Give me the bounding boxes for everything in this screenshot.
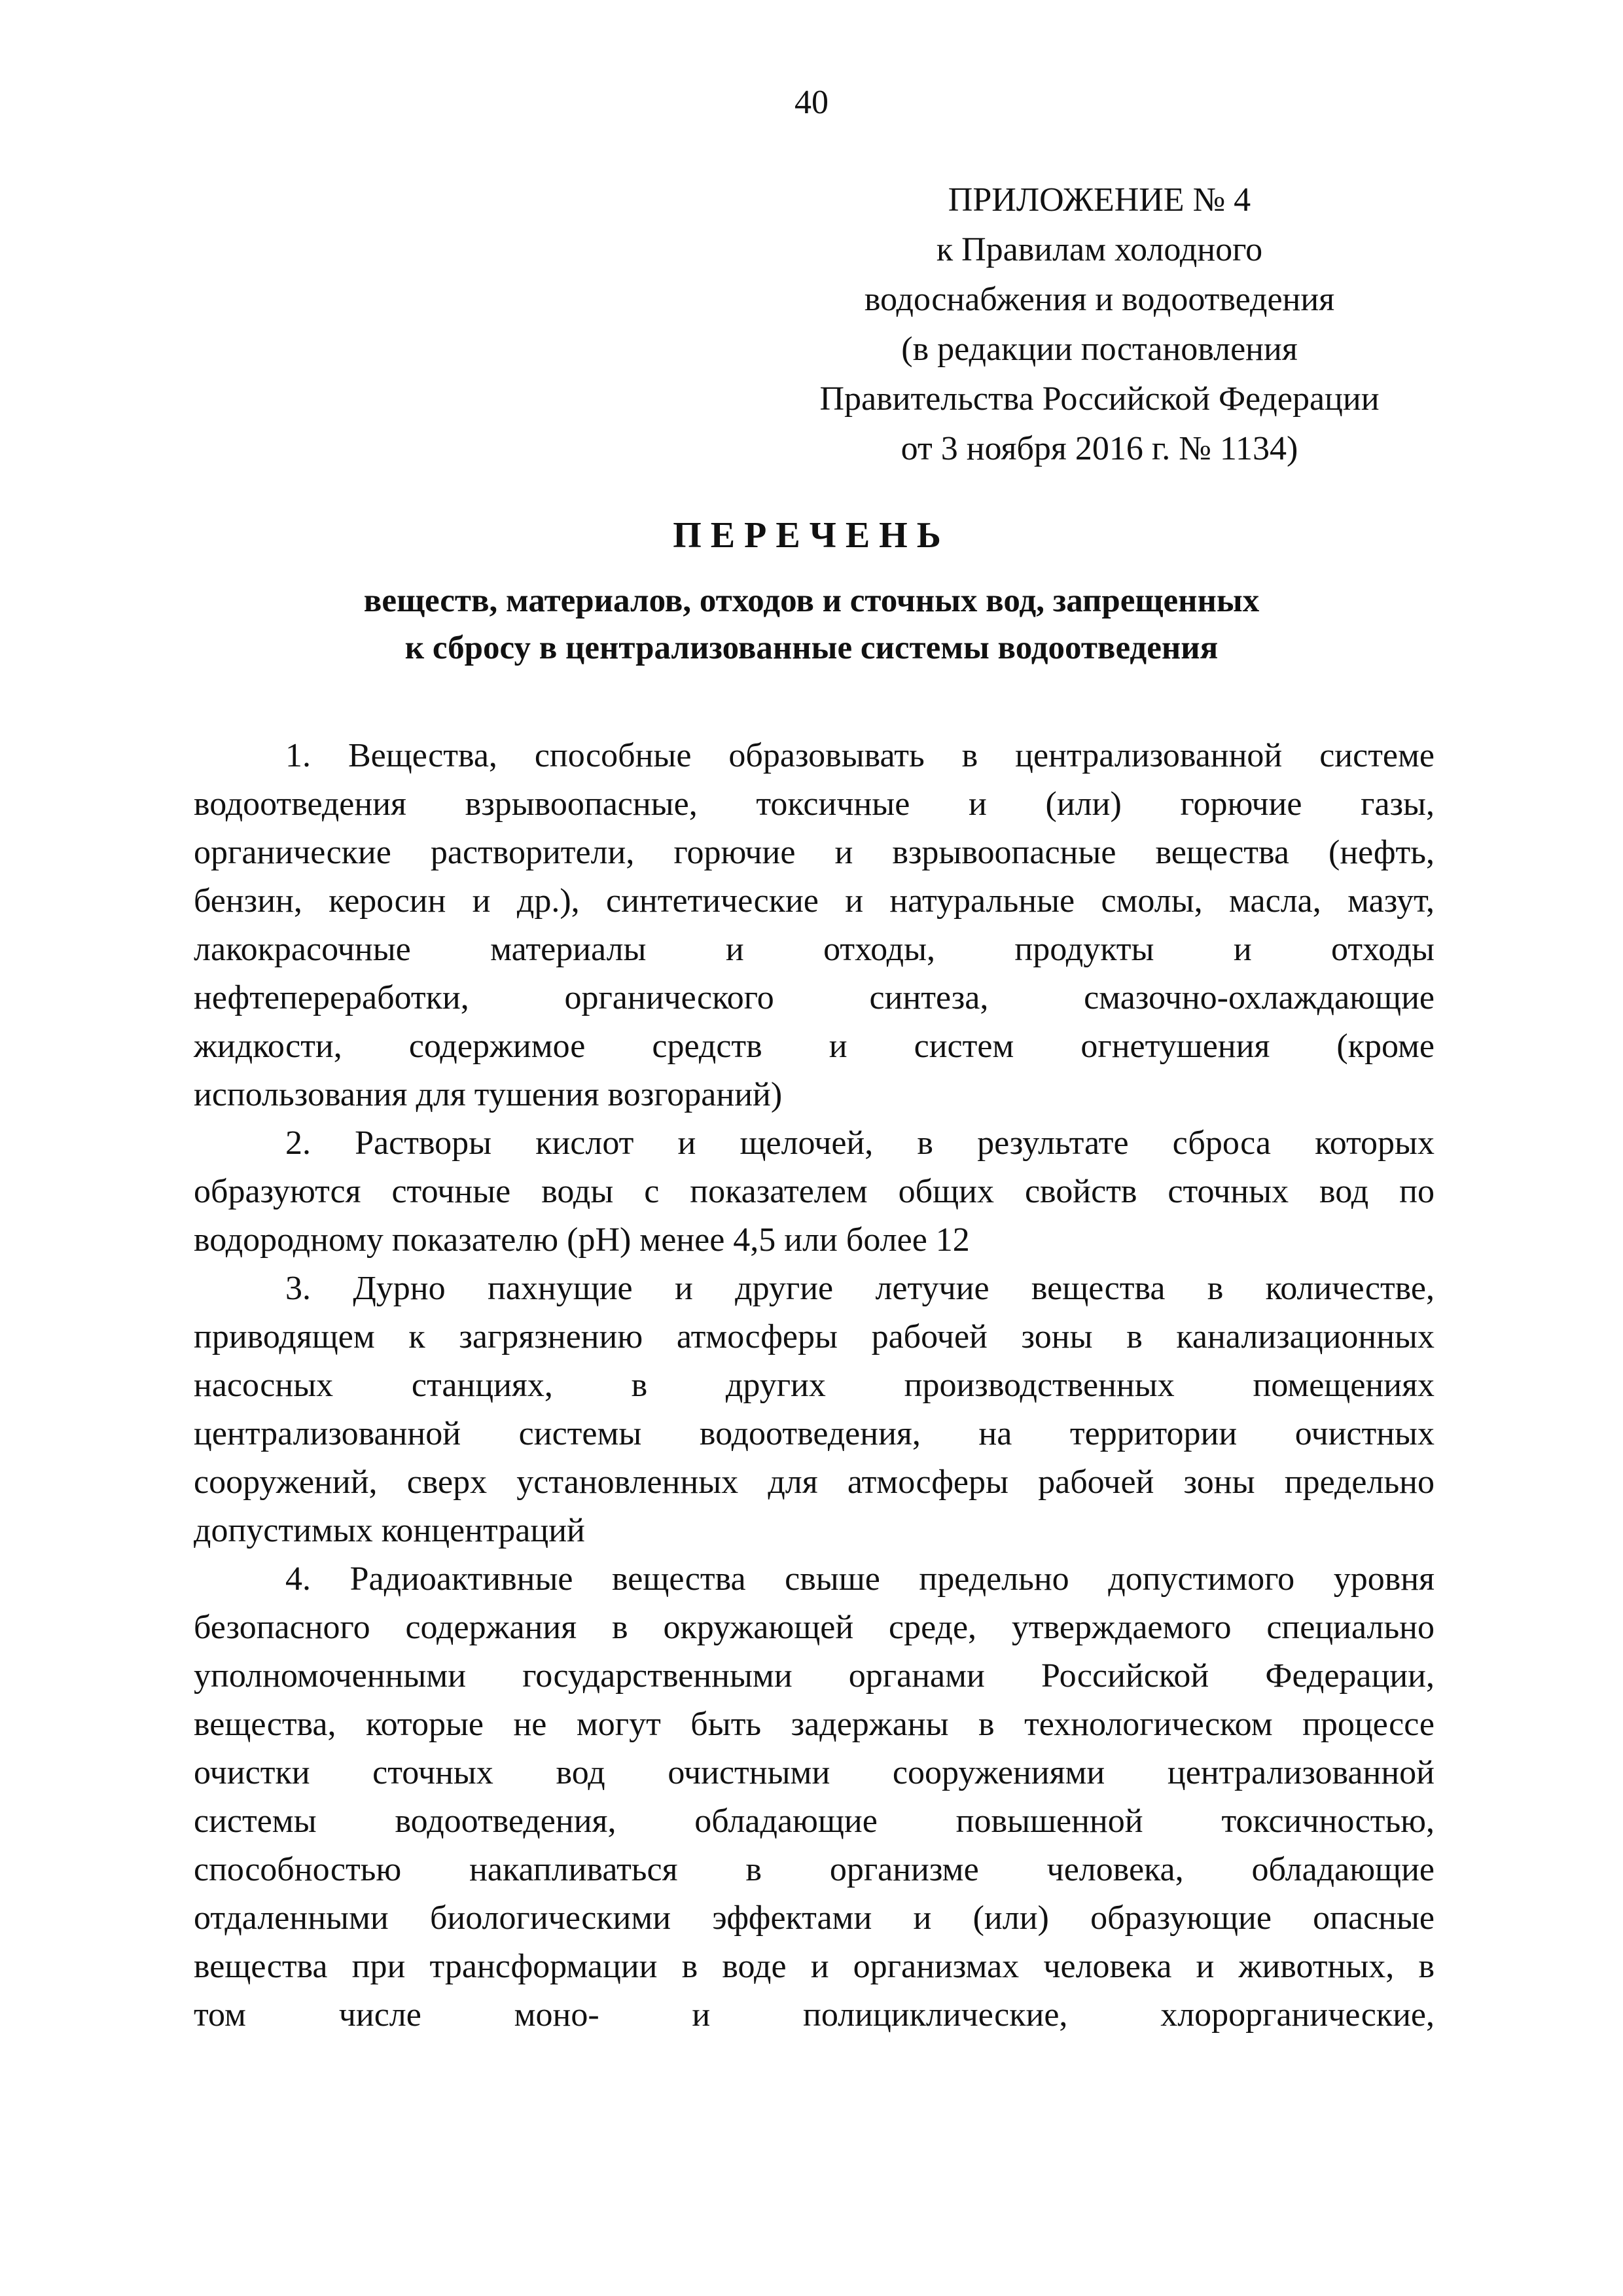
list-item-2	[194, 1119, 1435, 1265]
appendix-title: ПРИЛОЖЕНИЕ № 4	[948, 181, 1251, 219]
subtitle-line: веществ, материалов, отходов и сточных вод, запрещенных	[363, 583, 1260, 619]
appendix-line: Правительства Российской Федерации	[819, 380, 1380, 418]
list-item-3	[194, 1265, 1435, 1555]
appendix-line: водоснабжения и водоотведения	[864, 281, 1335, 318]
text-line: уполномоченными государственными органами Российской Федерации,	[194, 1657, 1435, 1695]
text-line: централизованной системы водоотведения, на территории очистных	[194, 1415, 1435, 1452]
list-item-4	[194, 1555, 1435, 2039]
text-line: вещества, которые не могут быть задержаны в технологическом процессе	[194, 1706, 1435, 1743]
text-line: безопасного содержания в окружающей среде, утверждаемого специально	[194, 1609, 1435, 1646]
list-item-1	[194, 732, 1435, 1119]
page-number: 40	[794, 84, 829, 121]
text-line: 2. Растворы кислот и щелочей, в результате сброса которых	[285, 1124, 1435, 1162]
text-line: насосных станциях, в других производственных помещениях	[194, 1367, 1435, 1404]
text-line: жидкости, содержимое средств и систем огнетушения (кроме	[194, 1028, 1435, 1065]
text-line: способностью накапливаться в организме человека, обладающие	[194, 1851, 1435, 1888]
text-line: очистки сточных вод очистными сооружениями централизованной	[194, 1754, 1435, 1791]
text-line: водоотведения взрывоопасные, токсичные и (или) горючие газы,	[194, 785, 1435, 823]
text-line: приводящем к загрязнению атмосферы рабочей зоны в канализационных	[194, 1318, 1435, 1355]
text-line: сооружений, сверх установленных для атмосферы рабочей зоны предельно	[194, 1463, 1435, 1501]
text-line: 1. Вещества, способные образовывать в централизованной системе	[285, 737, 1435, 774]
document-subtitle	[0, 577, 1623, 672]
text-line: системы водоотведения, обладающие повышенной токсичностью,	[194, 1803, 1435, 1840]
text-line: лакокрасочные материалы и отходы, продукты и отходы	[194, 931, 1435, 968]
subtitle-line: к сбросу в централизованные системы водоотведения	[404, 630, 1219, 666]
text-line: 4. Радиоактивные вещества свыше предельно допустимого уровня	[285, 1560, 1435, 1598]
text-line: использования для тушения возгораний)	[194, 1076, 783, 1113]
text-line: 3. Дурно пахнущие и другие летучие вещества в количестве,	[285, 1270, 1435, 1307]
text-line: отдаленными биологическими эффектами и (или) образующие опасные	[194, 1899, 1435, 1937]
text-line: водородному показателю (pH) менее 4,5 или более 12	[194, 1221, 970, 1259]
appendix-line: (в редакции постановления	[901, 331, 1298, 368]
text-line: нефтепереработки, органического синтеза, смазочно-охлаждающие	[194, 979, 1435, 1016]
text-line: допустимых концентраций	[194, 1512, 585, 1549]
text-line: том числе моно- и полициклические, хлорорганические,	[194, 1996, 1435, 2034]
text-line: бензин, керосин и др.), синтетические и натуральные смолы, масла, мазут,	[194, 882, 1435, 920]
document-title: ПЕРЕЧЕНЬ	[673, 515, 950, 556]
appendix-line: от 3 ноября 2016 г. № 1134)	[901, 430, 1298, 467]
appendix-line: к Правилам холодного	[936, 231, 1263, 268]
text-line: образуются сточные воды с показателем общих свойств сточных вод по	[194, 1173, 1435, 1210]
text-line: органические растворители, горючие и взрывоопасные вещества (нефть,	[194, 834, 1435, 871]
text-line: вещества при трансформации в воде и организмах человека и животных, в	[194, 1948, 1435, 1985]
appendix-header	[759, 175, 1440, 474]
document-body	[194, 732, 1435, 2039]
